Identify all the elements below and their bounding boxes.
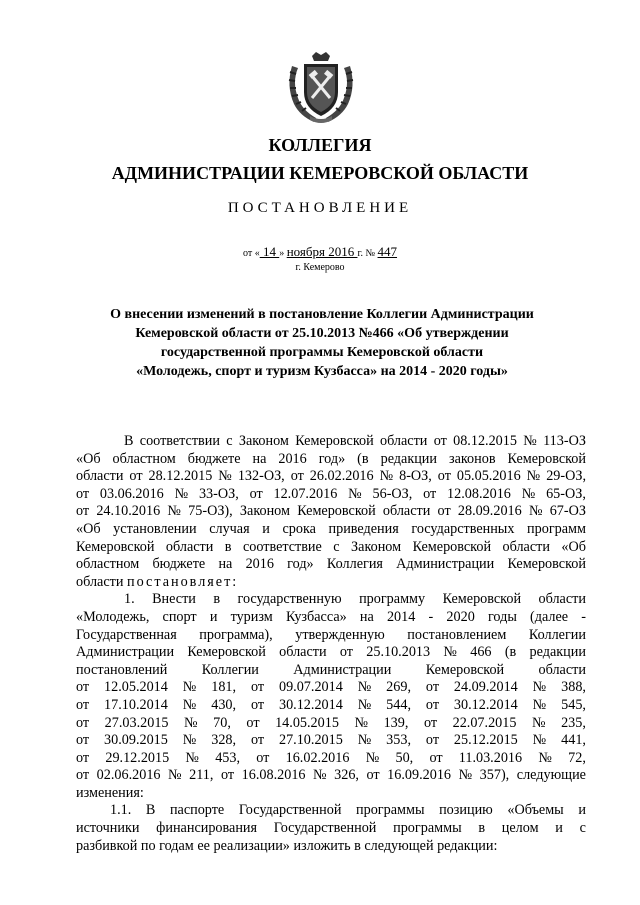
body-word: «Об xyxy=(76,520,101,537)
body-word: программы xyxy=(356,802,425,819)
body-word: № xyxy=(379,468,394,485)
body-word: Государственной xyxy=(238,802,342,819)
body-word: 33-ОЗ, xyxy=(198,485,239,502)
body-word: Администрации xyxy=(293,661,392,678)
body-word: Кемеровской xyxy=(187,644,266,661)
body-word: год» xyxy=(318,450,346,467)
body-word: и xyxy=(555,820,563,837)
body-word: - xyxy=(428,608,434,625)
body-word: № xyxy=(532,679,547,696)
body-word: от xyxy=(437,503,451,520)
body-word: в xyxy=(224,538,232,555)
body-word: 1.1. xyxy=(110,802,132,819)
body-word: от xyxy=(425,696,440,713)
body-line xyxy=(76,468,586,486)
body-word: № xyxy=(357,696,372,713)
body-word: области xyxy=(76,573,127,590)
body-word: 50, xyxy=(395,749,414,766)
body-word: 388, xyxy=(561,679,586,696)
body-word: № xyxy=(521,485,536,502)
body-line xyxy=(76,750,586,768)
body-word: 139, xyxy=(383,714,409,731)
body-word: целом xyxy=(501,820,539,837)
body-word: с xyxy=(226,433,233,449)
body-word: № xyxy=(528,503,543,520)
body-word: от xyxy=(423,485,437,502)
body-word: 22.07.2015 xyxy=(452,714,517,731)
body-word: программы xyxy=(393,820,462,837)
body-word: и xyxy=(578,802,586,819)
body-word: № xyxy=(357,679,372,696)
body-word: 326, xyxy=(334,767,359,784)
body-word: Кузбасса» xyxy=(285,608,347,625)
body-word: от xyxy=(221,767,235,784)
body-word: 430, xyxy=(211,696,237,713)
body-line xyxy=(76,521,586,539)
body-word: № xyxy=(182,679,197,696)
body-word: от xyxy=(76,485,90,502)
body-word: Внести xyxy=(152,591,196,608)
body-line xyxy=(76,820,586,838)
body-word: Кемеровской xyxy=(295,433,374,449)
body-word: постановляет: xyxy=(126,573,239,590)
body-word: области xyxy=(279,644,327,661)
body-word: на xyxy=(218,556,233,573)
body-line xyxy=(76,662,586,680)
body-word: Коллегии xyxy=(528,626,586,643)
body-text: изменения: xyxy=(76,784,144,801)
body-word: областном xyxy=(112,450,176,467)
body-word: от xyxy=(429,749,443,766)
body-word: постановлением xyxy=(407,626,507,643)
body-word: Кемеровской xyxy=(76,538,155,555)
org-title-line2: АДМИНИСТРАЦИИ КЕМЕРОВСКОЙ ОБЛАСТИ xyxy=(111,163,529,183)
body-word: Кемеровской xyxy=(507,556,586,573)
document-number: 447 xyxy=(377,244,398,259)
body-word: № xyxy=(357,732,372,749)
body-word: № xyxy=(167,503,181,520)
body-word: финансирования xyxy=(156,820,258,837)
body-word: 466 xyxy=(470,644,492,661)
date-mid: » xyxy=(279,248,287,259)
body-word: 181, xyxy=(211,679,237,696)
body-word: 28.09.2016 xyxy=(457,503,522,520)
body-line xyxy=(76,679,586,697)
body-word: 353, xyxy=(386,732,411,749)
body-word: 11.03.2016 xyxy=(458,749,523,766)
body-word: от xyxy=(433,433,447,449)
body-word: от xyxy=(76,503,90,520)
body-word: от xyxy=(256,749,270,766)
body-word: Кемеровской xyxy=(425,661,505,678)
body-word: государственных xyxy=(411,520,515,537)
document-title xyxy=(72,305,572,381)
body-word: 16.02.2016 xyxy=(285,749,350,766)
body-word: 26.02.2016 xyxy=(309,468,374,485)
body-word: от xyxy=(437,468,451,485)
body-word: 17.10.2014 xyxy=(104,696,168,713)
body-word: Коллегия xyxy=(326,556,383,573)
body-word: 24.10.2016 xyxy=(96,503,161,520)
body-word: 25.10.2013 xyxy=(366,644,431,661)
body-line xyxy=(76,433,586,451)
body-word: № xyxy=(185,749,199,766)
body-line xyxy=(76,732,586,750)
body-word: № xyxy=(531,714,546,731)
body-word: 12.08.2016 xyxy=(447,485,511,502)
body-word: «Об xyxy=(561,538,586,555)
body-word: № xyxy=(218,468,232,485)
date-month-year: ноября 2016 xyxy=(286,244,358,259)
body-line xyxy=(76,591,586,609)
body-word: 211, xyxy=(189,767,214,784)
body-word: от xyxy=(423,714,438,731)
body-word: от xyxy=(76,714,90,731)
date-year-suffix: г. xyxy=(357,248,363,259)
body-word: паспорте xyxy=(169,802,225,819)
title-line: государственной программы Кемеровской области xyxy=(160,345,484,360)
body-word: 441, xyxy=(561,732,586,749)
body-word: 453, xyxy=(215,749,241,766)
body-word: законов xyxy=(448,450,496,467)
body-word: № xyxy=(532,732,547,749)
body-line xyxy=(76,539,586,557)
body-word: «Об xyxy=(76,450,101,467)
body-word: - xyxy=(581,608,586,625)
body-word: Кемеровской xyxy=(412,538,492,555)
body-word: 2020 xyxy=(446,608,475,625)
body-word: 08.12.2015 xyxy=(453,433,517,449)
body-word: 269, xyxy=(386,679,411,696)
body-word: № xyxy=(182,696,197,713)
body-word: № xyxy=(538,749,552,766)
body-word: туризм xyxy=(230,608,273,625)
body-word: 357), xyxy=(479,767,510,784)
body-word: приведения xyxy=(328,520,399,537)
body-word: от xyxy=(76,767,90,784)
body-word: и xyxy=(262,520,270,537)
date-prefix: от « xyxy=(242,248,260,259)
title-line: «Молодежь, спорт и туризм Кузбасса» на 2014 - 2020 годы» xyxy=(136,364,508,379)
body-line xyxy=(76,627,586,645)
body-word: от xyxy=(425,732,440,749)
body-word: соответствие xyxy=(242,538,322,555)
body-word: 1. xyxy=(124,591,135,608)
body-word: 67-ОЗ xyxy=(549,503,586,520)
body-word: годы xyxy=(487,608,517,625)
body-word: от xyxy=(250,696,265,713)
body-word: на xyxy=(252,450,267,467)
body-word: 544, xyxy=(386,696,411,713)
body-word: области xyxy=(538,661,586,678)
body-word: «Молодежь, xyxy=(76,608,150,625)
body-word: Государственной xyxy=(273,820,377,837)
body-word: год» xyxy=(287,556,314,573)
body-word: 03.06.2016 xyxy=(99,485,164,502)
body-word: 545, xyxy=(561,696,586,713)
body-word: от xyxy=(76,749,90,766)
body-word: установлении xyxy=(113,520,197,537)
body-word: 2016 xyxy=(245,556,274,573)
body-word: от xyxy=(249,485,263,502)
body-word: 8-ОЗ, xyxy=(399,468,432,485)
body-word: № xyxy=(523,433,537,449)
body-line xyxy=(76,574,586,592)
body-word: 25.12.2015 xyxy=(453,732,518,749)
date-day: 14 xyxy=(259,244,280,259)
title-line: Кемеровской области от 25.10.2013 №466 «Об утверждении xyxy=(135,326,509,341)
body-word: 29-ОЗ, xyxy=(546,468,586,485)
body-word: области xyxy=(379,433,428,449)
body-word: соответствии xyxy=(139,433,220,449)
body-word: позицию xyxy=(439,802,493,819)
body-word: № xyxy=(532,696,547,713)
body-word: срока xyxy=(282,520,316,537)
body-word: (далее xyxy=(530,608,569,625)
body-word: Кемеровской xyxy=(442,591,522,608)
body-word: 28.12.2015 xyxy=(148,468,213,485)
document-type: ПОСТАНОВЛЕНИЕ xyxy=(227,200,413,216)
body-word: 09.07.2014 xyxy=(278,679,343,696)
body-word: 12.07.2016 xyxy=(273,485,338,502)
body-line xyxy=(76,838,586,856)
body-word: области xyxy=(165,538,214,555)
body-word: № xyxy=(182,732,197,749)
body-line xyxy=(76,802,586,820)
body-word: бюджете xyxy=(187,450,241,467)
body-word: (в xyxy=(504,644,517,661)
body-word: программа), xyxy=(199,626,273,643)
body-line xyxy=(76,697,586,715)
body-word: источники xyxy=(76,820,140,837)
body-word: бюджете xyxy=(152,556,206,573)
body-word: 29.12.2015 xyxy=(105,749,170,766)
body-word: «Объемы xyxy=(507,802,564,819)
title-line: О внесении изменений в постановление Коллегии Администрации xyxy=(110,307,534,322)
body-word: 05.05.2016 xyxy=(456,468,521,485)
body-word: 12.05.2014 xyxy=(104,679,168,696)
city: г. Кемерово xyxy=(295,262,345,273)
body-word: от xyxy=(76,679,90,696)
body-word: от xyxy=(339,644,353,661)
body-word: № xyxy=(168,767,182,784)
body-word: от xyxy=(425,679,440,696)
body-word: редакции xyxy=(529,644,586,661)
body-line xyxy=(76,715,586,733)
body-word: программу xyxy=(359,591,426,608)
body-word: Администрации xyxy=(396,556,495,573)
body-word: с xyxy=(333,538,340,555)
coat-of-arms-icon xyxy=(284,52,358,126)
body-line xyxy=(76,644,586,662)
body-word: в xyxy=(478,820,486,837)
body-word: от xyxy=(76,732,90,749)
body-word: 16.08.2016 xyxy=(241,767,306,784)
body-word: 132-ОЗ, xyxy=(237,468,285,485)
body-word: 2014 xyxy=(386,608,416,625)
org-title-line1: КОЛЛЕГИЯ xyxy=(268,135,372,155)
body-word: 2016 xyxy=(278,450,307,467)
body-word: 14.05.2015 xyxy=(275,714,339,731)
body-word: В xyxy=(124,433,134,449)
body-word: № xyxy=(458,767,473,784)
body-word: 02.06.2016 xyxy=(96,767,161,784)
body-line xyxy=(76,451,586,469)
body-word: № xyxy=(365,749,380,766)
body-word: 72, xyxy=(568,749,586,766)
body-word: Кемеровской xyxy=(507,450,586,467)
body-word: 70, xyxy=(213,714,231,731)
body-word: 113-ОЗ xyxy=(543,433,586,449)
body-word: 75-ОЗ), xyxy=(188,503,233,520)
body-word: Коллегии xyxy=(201,661,259,678)
body-word: № xyxy=(443,644,457,661)
body-word: 30.09.2015 xyxy=(104,732,168,749)
body-line xyxy=(76,503,586,521)
body-word: Администрации xyxy=(76,644,175,661)
date-number-line xyxy=(0,244,640,260)
body-word: от xyxy=(250,679,265,696)
body-word: от xyxy=(250,732,265,749)
body-word: от xyxy=(366,767,380,784)
body-word: утвержденную xyxy=(295,626,385,643)
body-word: и xyxy=(209,608,218,625)
body-word: 24.09.2014 xyxy=(453,679,518,696)
body-word: 30.12.2014 xyxy=(278,696,343,713)
body-word: редакции xyxy=(380,450,437,467)
body-word: на xyxy=(359,608,374,625)
body-word: государственную xyxy=(237,591,342,608)
body-line xyxy=(76,486,586,504)
number-sign: № xyxy=(362,248,378,259)
body-word: следующие xyxy=(516,767,586,784)
body-word: от xyxy=(290,468,304,485)
body-word: Законом xyxy=(351,538,402,555)
body-word: 27.10.2015 xyxy=(278,732,343,749)
body-word: Законом xyxy=(238,433,289,449)
body-word: 56-ОЗ, xyxy=(372,485,413,502)
body-word: области xyxy=(382,503,431,520)
body-word: № xyxy=(348,485,362,502)
body-word: области xyxy=(502,538,550,555)
body-text: разбивкой по годам ее реализации» изложить в следующей редакции: xyxy=(76,837,498,854)
body-word: области xyxy=(538,591,586,608)
body-word: от xyxy=(246,714,260,731)
body-word: В xyxy=(145,802,156,819)
body-word: 65-ОЗ, xyxy=(546,485,586,502)
body-word: (в xyxy=(357,450,369,467)
document-body xyxy=(76,433,586,855)
body-word: спорт xyxy=(162,608,197,625)
body-word: постановлений xyxy=(76,661,168,678)
body-word: области xyxy=(76,468,124,485)
body-line xyxy=(76,785,586,803)
body-word: программ xyxy=(527,520,586,537)
body-word: 27.03.2015 xyxy=(104,714,169,731)
body-word: 235, xyxy=(561,714,586,731)
body-word: 328, xyxy=(211,732,237,749)
body-word: в xyxy=(213,591,221,608)
body-word: № xyxy=(184,714,198,731)
body-word: случая xyxy=(209,520,250,537)
body-word: от xyxy=(129,468,143,485)
body-word: 16.09.2016 xyxy=(387,767,452,784)
body-word: № xyxy=(313,767,327,784)
body-line xyxy=(76,556,586,574)
body-word: Кемеровской xyxy=(297,503,376,520)
body-word: № xyxy=(174,485,189,502)
body-line xyxy=(76,609,586,627)
body-line xyxy=(76,767,586,785)
body-word: № xyxy=(526,468,541,485)
body-word: с xyxy=(579,820,586,837)
body-word: Законом xyxy=(239,503,290,520)
body-word: 30.12.2014 xyxy=(453,696,518,713)
body-word: от xyxy=(76,696,90,713)
body-word: № xyxy=(354,714,369,731)
body-word: Государственная xyxy=(76,626,177,643)
body-word: областном xyxy=(76,556,140,573)
